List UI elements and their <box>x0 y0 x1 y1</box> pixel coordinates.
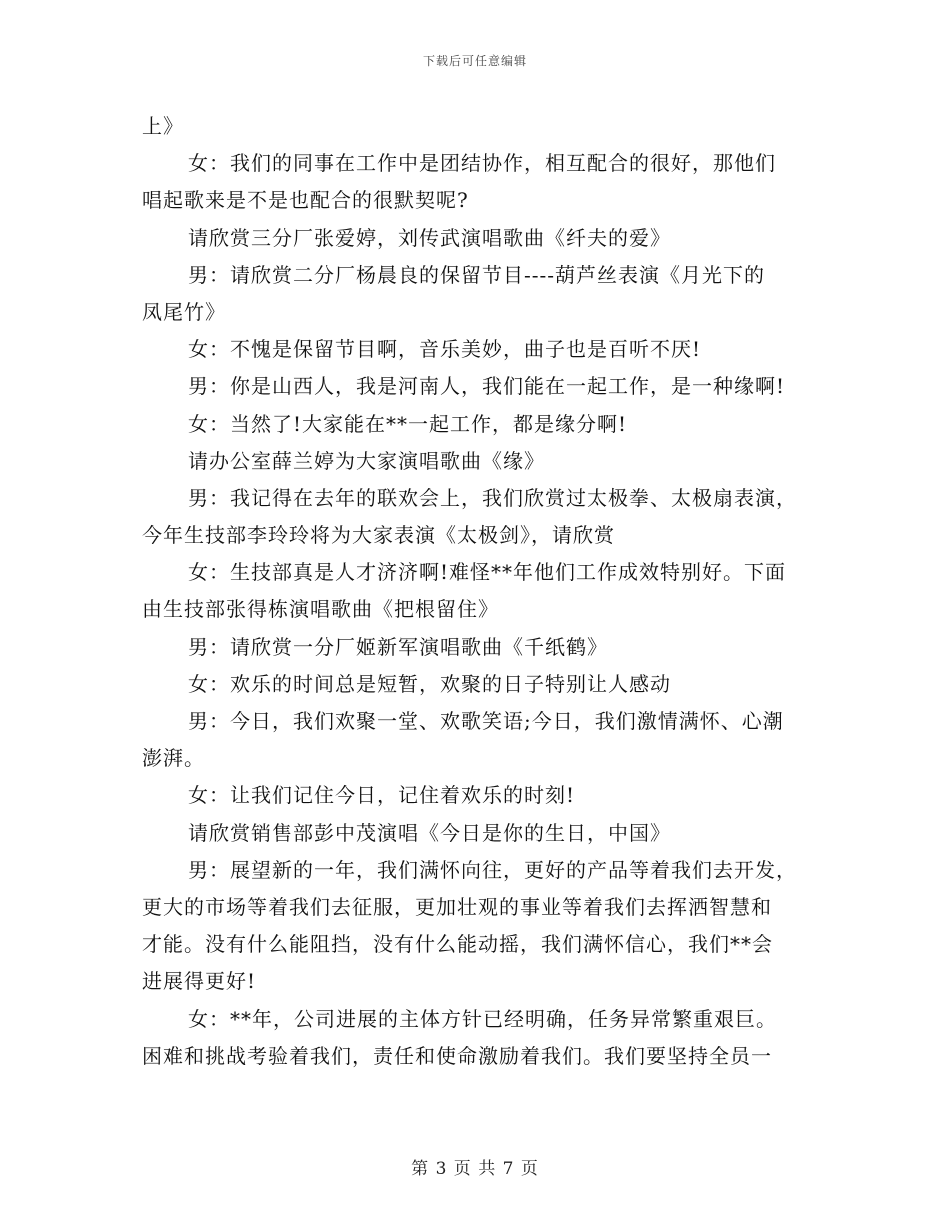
text-line: 女：当然了!大家能在**一起工作，都是缘分啊! <box>188 411 628 436</box>
text-line: 由生技部张得栋演唱歌曲《把根留住》 <box>142 597 499 622</box>
text-line: 请办公室薛兰婷为大家演唱歌曲《缘》 <box>188 448 545 473</box>
text-line: 男：我记得在去年的联欢会上，我们欣赏过太极拳、太极扇表演， <box>188 485 797 510</box>
text-line: 男：请欣赏一分厂姬新军演唱歌曲《千纸鹤》 <box>188 634 608 659</box>
text-line: 男：展望新的一年，我们满怀向往，更好的产品等着我们去开发， <box>188 857 797 882</box>
text-line: 女：让我们记住今日，记住着欢乐的时刻! <box>188 783 576 808</box>
text-line: 凤尾竹》 <box>142 299 226 324</box>
text-line: 女：欢乐的时间总是短暂，欢聚的日子特别让人感动 <box>188 671 671 696</box>
text-line: 男：你是山西人，我是河南人，我们能在一起工作，是一种缘啊! <box>188 374 786 399</box>
text-line: 才能。没有什么能阻挡，没有什么能动摇，我们满怀信心，我们**会 <box>142 932 773 957</box>
page-header: 下载后可任意编辑 <box>422 54 527 68</box>
text-line: 澎湃。 <box>142 746 205 771</box>
text-line: 女：**年，公司进展的主体方针已经明确，任务异常繁重艰巨。 <box>188 1006 777 1031</box>
page-number-footer: 第 3 页 共 7 页 <box>411 1159 539 1179</box>
text-line: 男：今日，我们欢聚一堂、欢歌笑语;今日，我们激情满怀、心潮 <box>188 709 784 733</box>
text-line: 上》 <box>142 114 184 138</box>
text-line: 男：请欣赏二分厂杨晨良的保留节目----葫芦丝表演《月光下的 <box>188 262 766 287</box>
text-line: 女：不愧是保留节目啊，音乐美妙，曲子也是百听不厌! <box>188 337 702 362</box>
text-line: 请欣赏三分厂张爱婷，刘传武演唱歌曲《纤夫的爱》 <box>188 225 671 250</box>
text-line: 困难和挑战考验着我们，责任和使命激励着我们。我们要坚持全员一 <box>142 1043 772 1068</box>
text-line: 女：我们的同事在工作中是团结协作，相互配合的很好，那他们 <box>188 151 776 176</box>
text-line: 今年生技部李玲玲将为大家表演《太极剑》，请欣赏 <box>142 523 615 548</box>
text-line: 进展得更好! <box>142 969 257 994</box>
document-body <box>142 108 812 1075</box>
text-line: 请欣赏销售部彭中茂演唱《今日是你的生日，中国》 <box>188 820 671 845</box>
text-line: 更大的市场等着我们去征服，更加壮观的事业等着我们去挥洒智慧和 <box>142 894 772 919</box>
text-line: 唱起歌来是不是也配合的很默契呢? <box>142 188 469 213</box>
text-line: 女：生技部真是人才济济啊!难怪**年他们工作成效特别好。下面 <box>188 560 787 585</box>
